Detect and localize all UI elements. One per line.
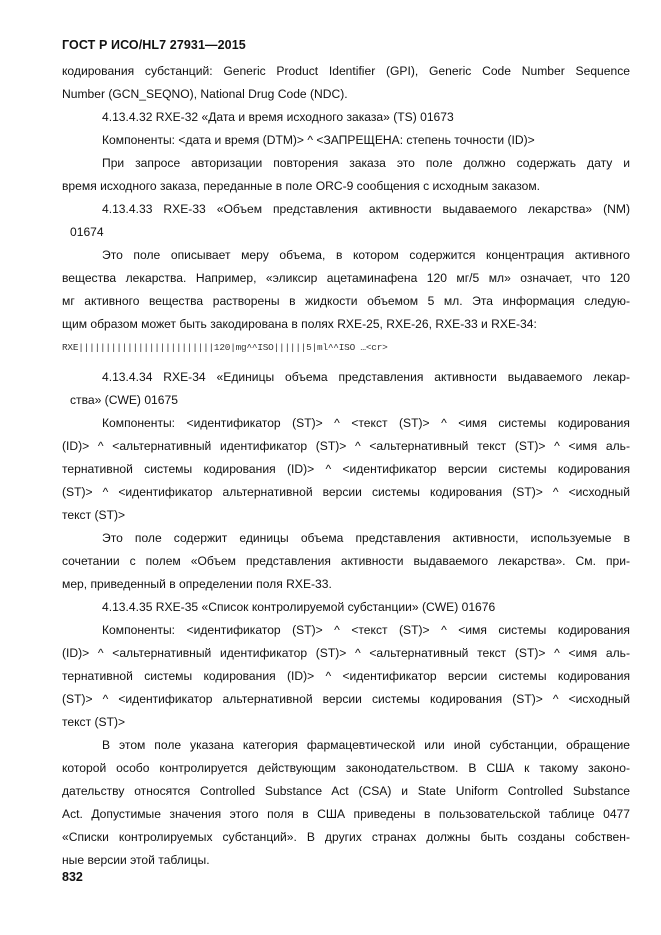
section-heading: 4.13.4.35 RXE-35 «Список контролируемой субстанции» (CWE) 01676 [102,600,496,614]
components-line: (ST)> ^ <идентификатор альтернативной версии системы кодирования (ST)> ^ <исходный [62,485,630,499]
components-line: (ST)> ^ <идентификатор альтернативной версии системы кодирования (ST)> ^ <исходный [62,692,630,706]
text-line: «Списки контролируемых субстанций». В других странах должны быть созданы собствен- [62,830,630,844]
text-line: Act. Допустимые значения этого поля в США приведены в пользовательской таблице 0477 [62,807,630,821]
text-line: мг активного вещества растворены в жидкости объемом 5 мл. Эта информация следую- [62,294,630,308]
text-line: щим образом может быть закодирована в полях RXE-25, RXE-26, RXE-33 и RXE-34: [62,317,537,331]
text-line: кодирования субстанций: Generic Product Identifier (GPI), Generic Code Number Sequence [62,64,630,78]
section-heading-cont: 01674 [70,225,104,239]
document-header: ГОСТ Р ИСО/HL7 27931—2015 [62,38,246,52]
code-example: RXE|||||||||||||||||||||||||120|mg^^ISO||||||5|ml^^ISO …<cr> [62,342,388,353]
text-line: Это поле содержит единицы объема представления активности, используемые в [102,531,630,545]
components-line: Компоненты: <идентификатор (ST)> ^ <текст (ST)> ^ <имя системы кодирования [102,623,630,637]
components-line: (ID)> ^ <альтернативный идентификатор (ST)> ^ <альтернативный текст (ST)> ^ <имя аль- [62,439,630,453]
components-line: текст (ST)> [62,508,126,522]
components-line: текст (ST)> [62,715,126,729]
text-line: время исходного заказа, переданные в поле ORC-9 сообщения с исходным заказом. [62,179,541,193]
text-line: Number (GCN_SEQNO), National Drug Code (NDC). [62,87,348,101]
text-line: которой особо контролируется действующим законодательством. В США к такому законо- [62,761,630,775]
section-heading: 4.13.4.33 RXE-33 «Объем представления активности выдаваемого лекарства» (NM) [102,202,630,216]
components-line: тернативной системы кодирования (ID)> ^ <идентификатор версии системы кодирования [62,462,630,476]
page-number: 832 [62,870,83,884]
text-line: При запросе авторизации повторения заказа это поле должно содержать дату и [102,156,630,170]
components-line: Компоненты: <идентификатор (ST)> ^ <текст (ST)> ^ <имя системы кодирования [102,416,630,430]
text-line: ные версии этой таблицы. [62,853,210,867]
components-line: (ID)> ^ <альтернативный идентификатор (ST)> ^ <альтернативный текст (ST)> ^ <имя аль- [62,646,630,660]
components-line: Компоненты: <дата и время (DTM)> ^ <ЗАПРЕЩЕНА: степень точности (ID)> [102,133,535,147]
document-body [62,60,630,872]
text-line: мер, приведенный в определении поля RXE-33. [62,577,332,591]
text-line: вещества лекарства. Например, «эликсир ацетаминафена 120 мг/5 мл» означает, что 120 [62,271,630,285]
text-line: Это поле описывает меру объема, в котором содержится концентрация активного [102,248,630,262]
text-line: В этом поле указана категория фармацевтической или иной субстанции, обращение [102,738,630,752]
section-heading: 4.13.4.32 RXE-32 «Дата и время исходного заказа» (TS) 01673 [102,110,454,124]
text-line: дательству относятся Controlled Substance Act (CSA) и State Uniform Controlled Substance [62,784,630,798]
components-line: тернативной системы кодирования (ID)> ^ <идентификатор версии системы кодирования [62,669,630,683]
text-line: сочетании с полем «Объем представления активности выдаваемого лекарства». См. при- [62,554,630,568]
section-heading: 4.13.4.34 RXE-34 «Единицы объема представления активности выдаваемого лекар- [102,370,630,384]
section-heading-cont: ства» (CWE) 01675 [70,393,178,407]
